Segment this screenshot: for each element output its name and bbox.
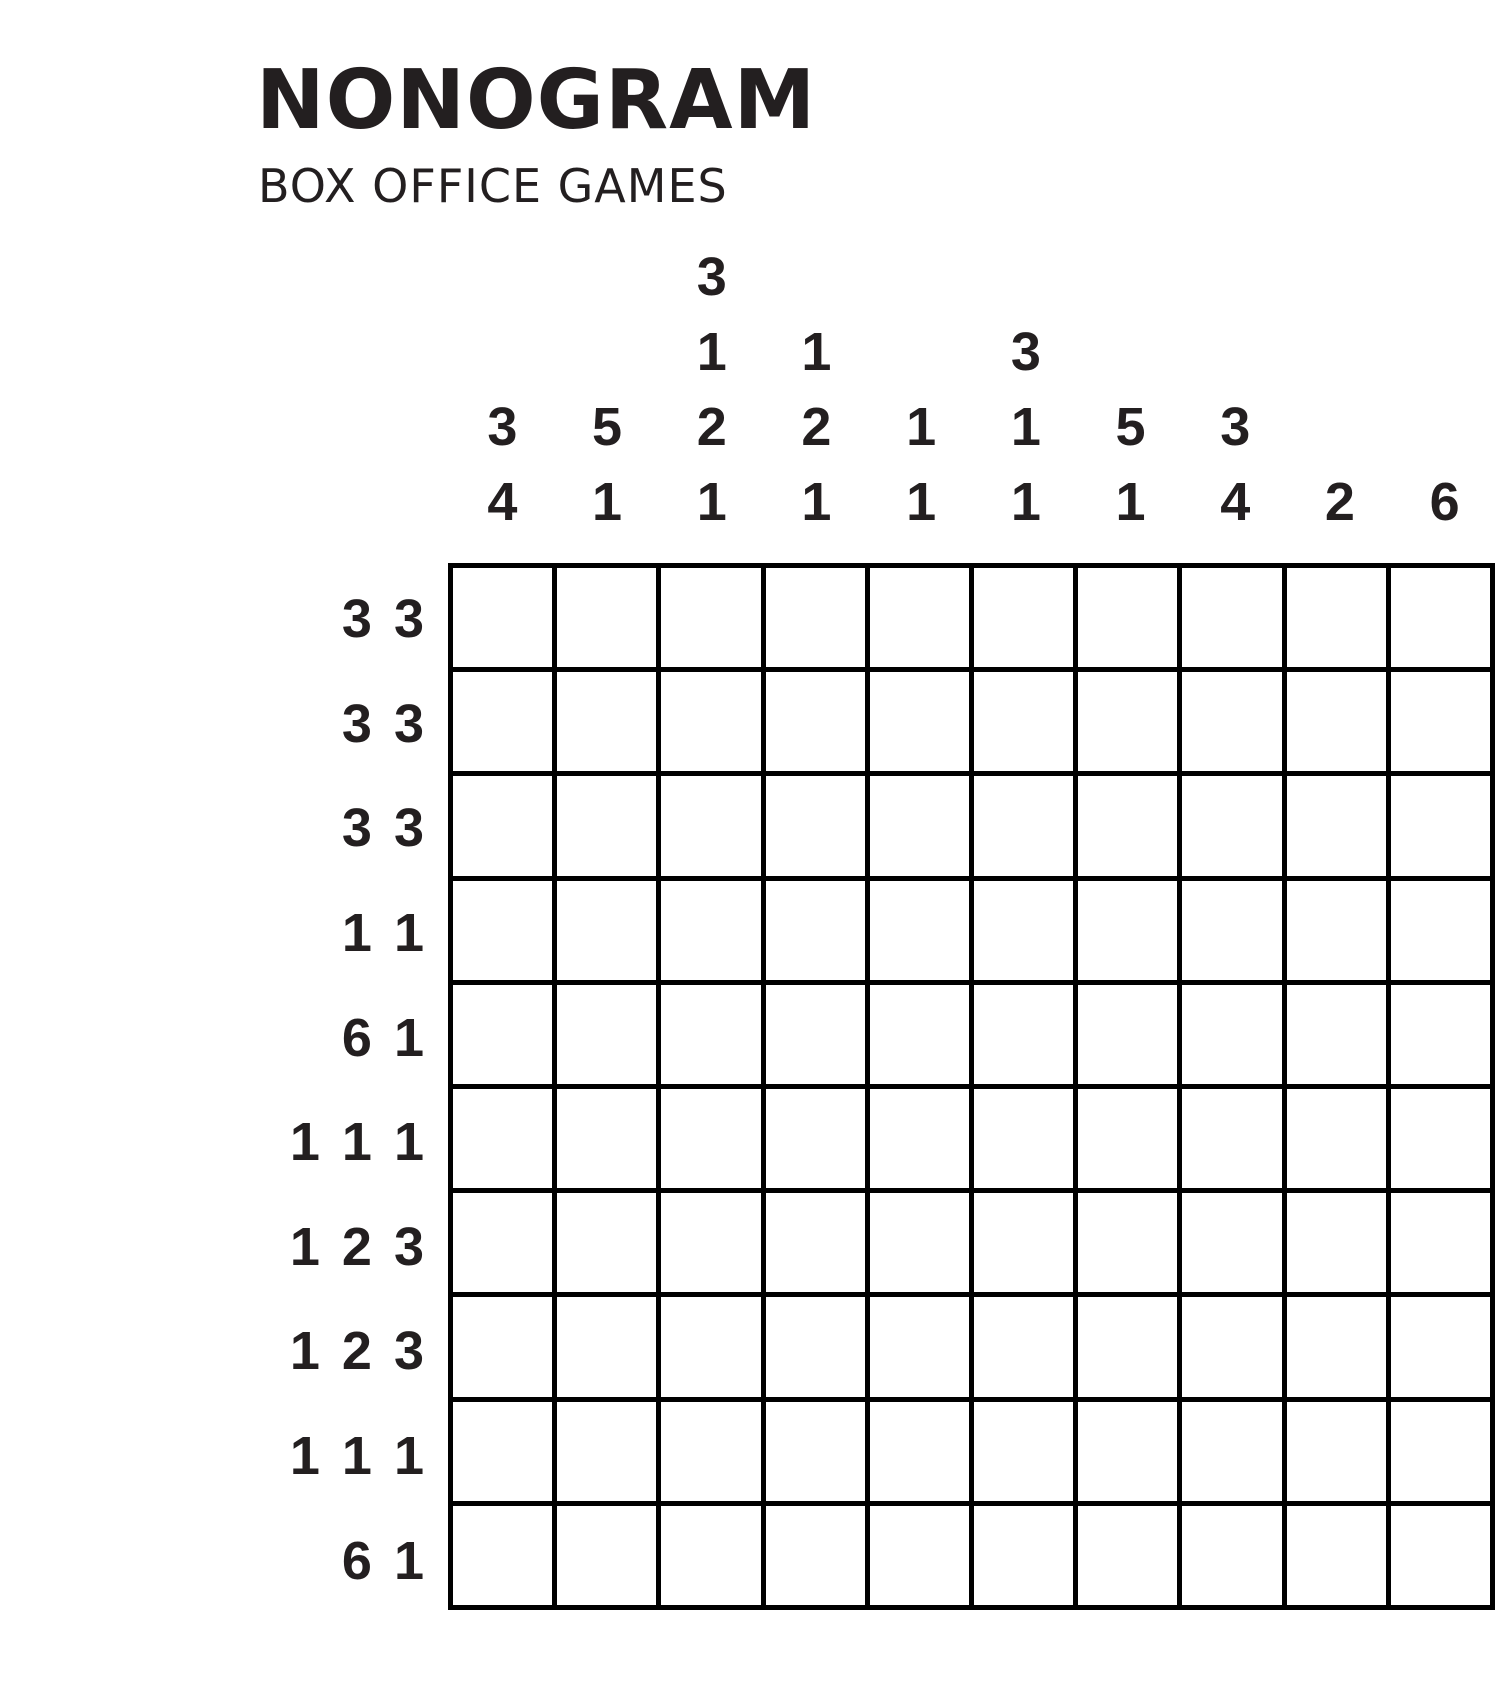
grid-cell[interactable] [453,1297,552,1396]
row-clues [250,567,430,1613]
grid-cell[interactable] [557,568,656,667]
clue-number: 3 [696,247,727,307]
grid-cell[interactable] [557,881,656,980]
column-clue-10 [1392,240,1497,540]
clue-number: 1 [341,1112,372,1173]
grid-cell[interactable] [1078,672,1177,771]
grid-cell[interactable] [1391,1297,1490,1396]
clue-number: 3 [341,693,372,754]
grid-cell[interactable] [1078,1193,1177,1292]
clue-number: 2 [341,1216,372,1277]
grid-cell[interactable] [1078,1297,1177,1396]
clue-number: 4 [487,472,518,532]
row-clue-2 [250,672,430,777]
grid-cell[interactable] [557,1193,656,1292]
grid-cell[interactable] [453,1089,552,1188]
clue-number: 6 [341,1007,372,1068]
grid-cell[interactable] [557,985,656,1084]
grid-cell[interactable] [661,1297,760,1396]
grid-cell[interactable] [661,568,760,667]
grid-cell[interactable] [1391,1506,1490,1605]
grid-cell[interactable] [661,1193,760,1292]
clue-number: 1 [1010,472,1041,532]
grid-cell[interactable] [453,1402,552,1501]
grid-cell[interactable] [1078,1089,1177,1188]
grid-cell[interactable] [1391,776,1490,875]
grid-cell[interactable] [1182,881,1281,980]
grid-cell[interactable] [453,881,552,980]
clue-number: 5 [592,397,623,457]
grid-cell[interactable] [1182,1089,1281,1188]
column-clue-4 [764,240,869,540]
grid-cell[interactable] [766,1402,865,1501]
clue-number: 1 [906,472,937,532]
grid-cell[interactable] [1182,1297,1281,1396]
grid-cell[interactable] [1287,1506,1386,1605]
clue-number: 1 [696,472,727,532]
grid-cell[interactable] [870,985,969,1084]
grid-cell[interactable] [766,776,865,875]
column-clue-3 [659,240,764,540]
page-title: NONOGRAM [256,53,817,148]
row-clue-10 [250,1508,430,1613]
grid-cell[interactable] [766,1506,865,1605]
grid-cell[interactable] [1287,776,1386,875]
clue-number: 1 [393,1530,424,1591]
column-clue-2 [555,240,660,540]
grid-cell[interactable] [870,881,969,980]
clue-number: 6 [341,1530,372,1591]
clue-number: 1 [1115,472,1146,532]
grid-cell[interactable] [870,1089,969,1188]
grid-cell[interactable] [1078,1506,1177,1605]
grid-cell[interactable] [766,1089,865,1188]
grid-cell[interactable] [1078,1402,1177,1501]
grid-cell[interactable] [974,985,1073,1084]
grid-cell[interactable] [1391,985,1490,1084]
grid-cell[interactable] [453,672,552,771]
grid-cell[interactable] [1287,1297,1386,1396]
grid-cell[interactable] [557,776,656,875]
grid-cell[interactable] [974,672,1073,771]
grid-cell[interactable] [1182,1506,1281,1605]
clue-number: 3 [393,693,424,754]
grid-cell[interactable] [1182,776,1281,875]
grid-cell[interactable] [661,672,760,771]
grid-cell[interactable] [1182,985,1281,1084]
grid-cell[interactable] [870,568,969,667]
grid-cell[interactable] [974,568,1073,667]
grid-cell[interactable] [453,1506,552,1605]
grid-cell[interactable] [661,1089,760,1188]
clue-number: 1 [289,1216,320,1277]
column-clue-8 [1183,240,1288,540]
clue-number: 1 [289,1426,320,1487]
grid-cell[interactable] [870,776,969,875]
clue-number: 3 [1010,322,1041,382]
grid-cell[interactable] [1078,985,1177,1084]
grid-cell[interactable] [1391,1402,1490,1501]
column-clue-1 [450,240,555,540]
grid-cell[interactable] [766,881,865,980]
grid-cell[interactable] [974,881,1073,980]
clue-number: 4 [1220,472,1251,532]
grid-cell[interactable] [974,1193,1073,1292]
grid-cell[interactable] [1391,1089,1490,1188]
grid-cell[interactable] [870,1193,969,1292]
grid-cell[interactable] [870,1297,969,1396]
clue-number: 3 [393,589,424,650]
clue-number: 1 [289,1112,320,1173]
grid-cell[interactable] [766,1297,865,1396]
row-clue-7 [250,1195,430,1300]
clue-number: 1 [289,1321,320,1382]
column-clues [450,240,1497,532]
clue-number: 3 [487,397,518,457]
grid-cell[interactable] [1078,776,1177,875]
grid-cell[interactable] [1078,568,1177,667]
grid-cell[interactable] [1287,568,1386,667]
grid-cell[interactable] [453,568,552,667]
row-clue-9 [250,1404,430,1509]
clue-number: 3 [393,798,424,859]
grid-cell[interactable] [557,672,656,771]
grid-cell[interactable] [1391,1193,1490,1292]
grid-cell[interactable] [557,1297,656,1396]
grid-cell[interactable] [1287,985,1386,1084]
row-clue-5 [250,985,430,1090]
puzzle-grid [448,563,1495,1610]
clue-number: 2 [341,1321,372,1382]
grid-cell[interactable] [1391,568,1490,667]
clue-number: 1 [696,322,727,382]
grid-cell[interactable] [1182,1402,1281,1501]
column-clue-6 [973,240,1078,540]
grid-cell[interactable] [870,1506,969,1605]
grid-cell[interactable] [1287,1193,1386,1292]
grid-cell[interactable] [661,881,760,980]
clue-number: 3 [393,1216,424,1277]
grid-cell[interactable] [661,1506,760,1605]
grid-cell[interactable] [1391,881,1490,980]
clue-number: 1 [393,1426,424,1487]
row-clue-1 [250,567,430,672]
grid-cell[interactable] [974,1089,1073,1188]
grid-cell[interactable] [1182,568,1281,667]
column-clue-9 [1288,240,1393,540]
clue-number: 2 [696,397,727,457]
grid-cell[interactable] [453,985,552,1084]
grid-cell[interactable] [766,568,865,667]
grid-cell[interactable] [1391,672,1490,771]
row-clue-6 [250,1090,430,1195]
grid-cell[interactable] [974,1506,1073,1605]
grid-cell[interactable] [453,1193,552,1292]
clue-number: 3 [341,798,372,859]
grid-cell[interactable] [1182,672,1281,771]
clue-number: 3 [1220,397,1251,457]
column-clue-5 [869,240,974,540]
grid-cell[interactable] [870,1402,969,1501]
clue-number: 1 [1010,397,1041,457]
grid-cell[interactable] [974,1297,1073,1396]
grid-cell[interactable] [557,1089,656,1188]
grid-cell[interactable] [870,672,969,771]
grid-cell[interactable] [1182,1193,1281,1292]
clue-number: 1 [341,1426,372,1487]
grid-cell[interactable] [557,1506,656,1605]
clue-number: 5 [1115,397,1146,457]
row-clue-4 [250,881,430,986]
grid-cell[interactable] [453,776,552,875]
row-clue-8 [250,1299,430,1404]
grid-cell[interactable] [557,1402,656,1501]
clue-number: 2 [801,397,832,457]
grid-cell[interactable] [1287,1402,1386,1501]
clue-number: 1 [592,472,623,532]
clue-number: 3 [393,1321,424,1382]
clue-number: 1 [906,397,937,457]
clue-number: 1 [393,1112,424,1173]
clue-number: 1 [341,903,372,964]
clue-number: 1 [801,322,832,382]
clue-number: 1 [393,1007,424,1068]
grid-cell[interactable] [766,1193,865,1292]
grid-cell[interactable] [766,672,865,771]
grid-cell[interactable] [1287,672,1386,771]
grid-cell[interactable] [974,776,1073,875]
grid-cell[interactable] [1287,1089,1386,1188]
clue-number: 6 [1429,472,1460,532]
grid-cell[interactable] [1287,881,1386,980]
clue-number: 1 [393,903,424,964]
clue-number: 2 [1324,472,1355,532]
grid-cell[interactable] [1078,881,1177,980]
row-clue-3 [250,776,430,881]
clue-number: 1 [801,472,832,532]
clue-number: 3 [341,589,372,650]
grid-cell[interactable] [974,1402,1073,1501]
grid-cell[interactable] [661,985,760,1084]
column-clue-7 [1078,240,1183,540]
grid-cell[interactable] [661,776,760,875]
grid-cell[interactable] [661,1402,760,1501]
grid-cell[interactable] [766,985,865,1084]
page-subtitle: BOX OFFICE GAMES [258,159,728,213]
